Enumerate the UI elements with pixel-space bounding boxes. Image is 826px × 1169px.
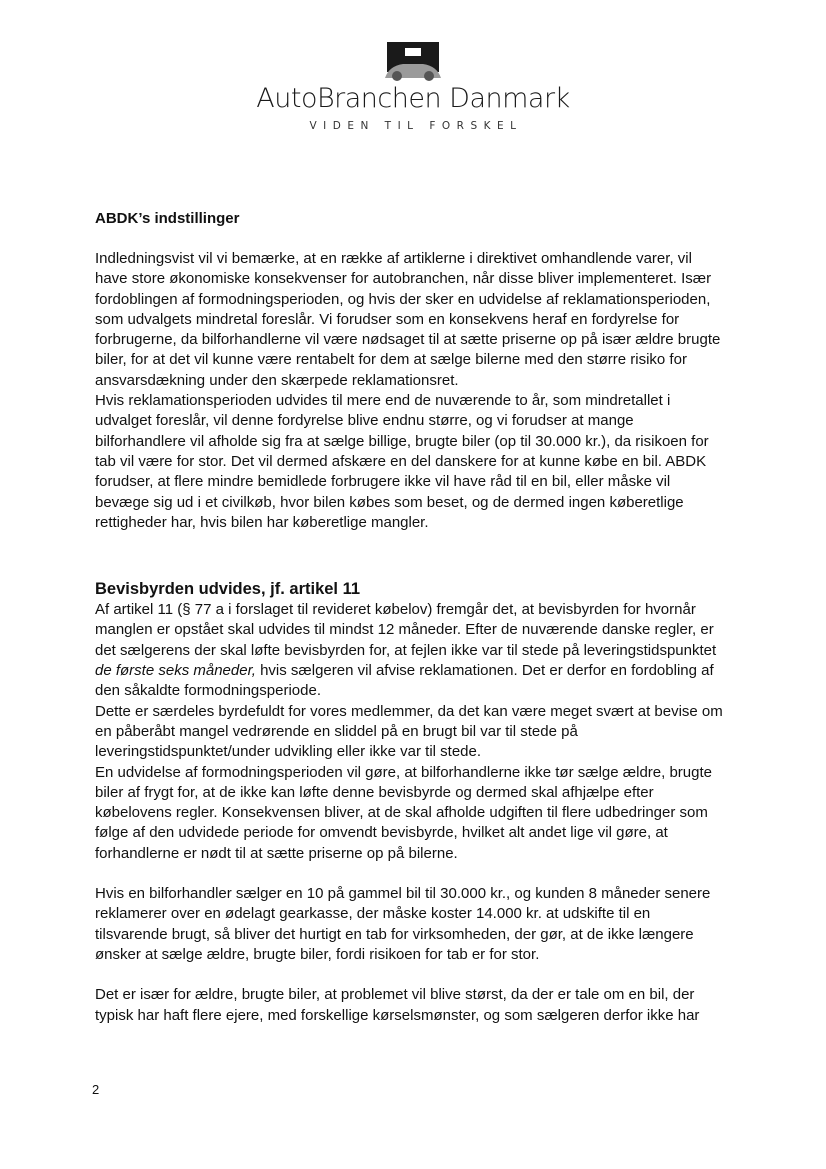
emphasis-text: de første seks måneder, bbox=[95, 662, 256, 680]
section-heading-bevisbyrden: Bevisbyrden udvides, jf. artikel 11 bbox=[95, 580, 361, 599]
document-body bbox=[95, 209, 725, 1026]
paragraph: Det er især for ældre, brugte biler, at problemet vil blive størst, da der er tale om en bil, der typisk har haft flere ejere, med forskellige kørselsmønster, og som sælgeren derfor ikke har bbox=[95, 986, 700, 1024]
page-number: 2 bbox=[92, 1082, 100, 1097]
paragraph bbox=[95, 600, 725, 701]
car-logo-icon bbox=[381, 42, 445, 82]
paragraph: Dette er særdeles byrdefuldt for vores medlemmer, da det kan være meget svært at bevise om en påberåbt mangel vedrørende en sliddel på en brugt bil var til stede på leveringstidspunktet/under udvikling eller ikke var til stede. bbox=[95, 702, 723, 761]
section-heading-indstillinger: ABDK’s indstillinger bbox=[95, 210, 240, 227]
paragraph: En udvidelse af formodningsperioden vil gøre, at bilforhandlerne ikke tør sælge ældre, brugte biler af frygt for, at de ikke kan løfte denne bevisbyrde og dermed skal afhjælpe efter købelovens regler. Konsekvensen bliver, at de skal afholde udgiften til flere udbedringer som følge af den udvidede periode for omvendt bevisbyrde, hvilket alt andet lige vil gøre, at forhandlerne er nødt til at sætte priserne op på bilerne. bbox=[95, 763, 712, 862]
paragraph: Hvis reklamationsperioden udvides til mere end de nuværende to år, som mindretallet i udvalget foreslår, vil denne fordyrelse blive endnu større, og vi forudser at mange bilforhandlere vil afholde sig fra at sælge billige, brugte biler (op til 30.000 kr.), da risikoen for tab vil være for stor. Det vil dermed afskære en del danskere for at kunne købe en bil. ABDK forudser, at flere mindre bemidlede forbrugere ikke vil have råd til en bil, eller måske vil bevæge sig ud i et civilkøb, hvor bilen købes som beset, og de dermed ingen køberetlige rettigheder har, hvis bilen har køberetlige mangler. bbox=[95, 392, 709, 531]
company-tagline: VIDEN TIL FORSKEL bbox=[309, 120, 523, 132]
paragraph-text: Af artikel 11 (§ 77 a i forslaget til revideret købelov) fremgår det, at bevisbyrden for hvornår manglen er opstået skal udvides til mindst 12 måneder. Efter de nuværende danske regler, er det sælgerens der skal løfte bevisbyrden for, at fejlen ikke var til stede på leveringstidspunktet bbox=[95, 601, 717, 659]
company-name: AutoBranchen Danmark bbox=[256, 83, 570, 114]
paragraph-text: hvis sælgeren vil afvise reklamationen. Det er derfor en fordobling af den såkaldte formodningsperiode. bbox=[95, 662, 714, 700]
company-logo bbox=[0, 42, 826, 132]
paragraph: Indledningsvist vil vi bemærke, at en række af artiklerne i direktivet omhandlende varer, vil have store økonomiske konsekvenser for autobranchen, når disse bliver implementeret. Især fordoblingen af formodningsperioden, og hvis der sker en udvidelse af reklamationsperioden, som udvalgets mindretal foreslår. Vi forudser som en konsekvens heraf en fordyrelse for forbrugerne, da bilforhandlerne vil være nødsaget til at sætte priserne op på især ældre brugte biler, for at det vil kunne være rentabelt for dem at sælge bilerne med den større risiko for ansvarsdækning under den skærpede reklamationsret. bbox=[95, 250, 721, 389]
paragraph: Hvis en bilforhandler sælger en 10 på gammel bil til 30.000 kr., og kunden 8 måneder senere reklamerer over en ødelagt gearkasse, der måske koster 14.000 kr. at udskifte til en tilsvarende brugt, så bliver det hurtigt en tab for virksomheden, der gør, at de ikke længere ønsker at sælge ældre, brugte biler, fordi risikoen for tab er for stor. bbox=[95, 885, 711, 963]
